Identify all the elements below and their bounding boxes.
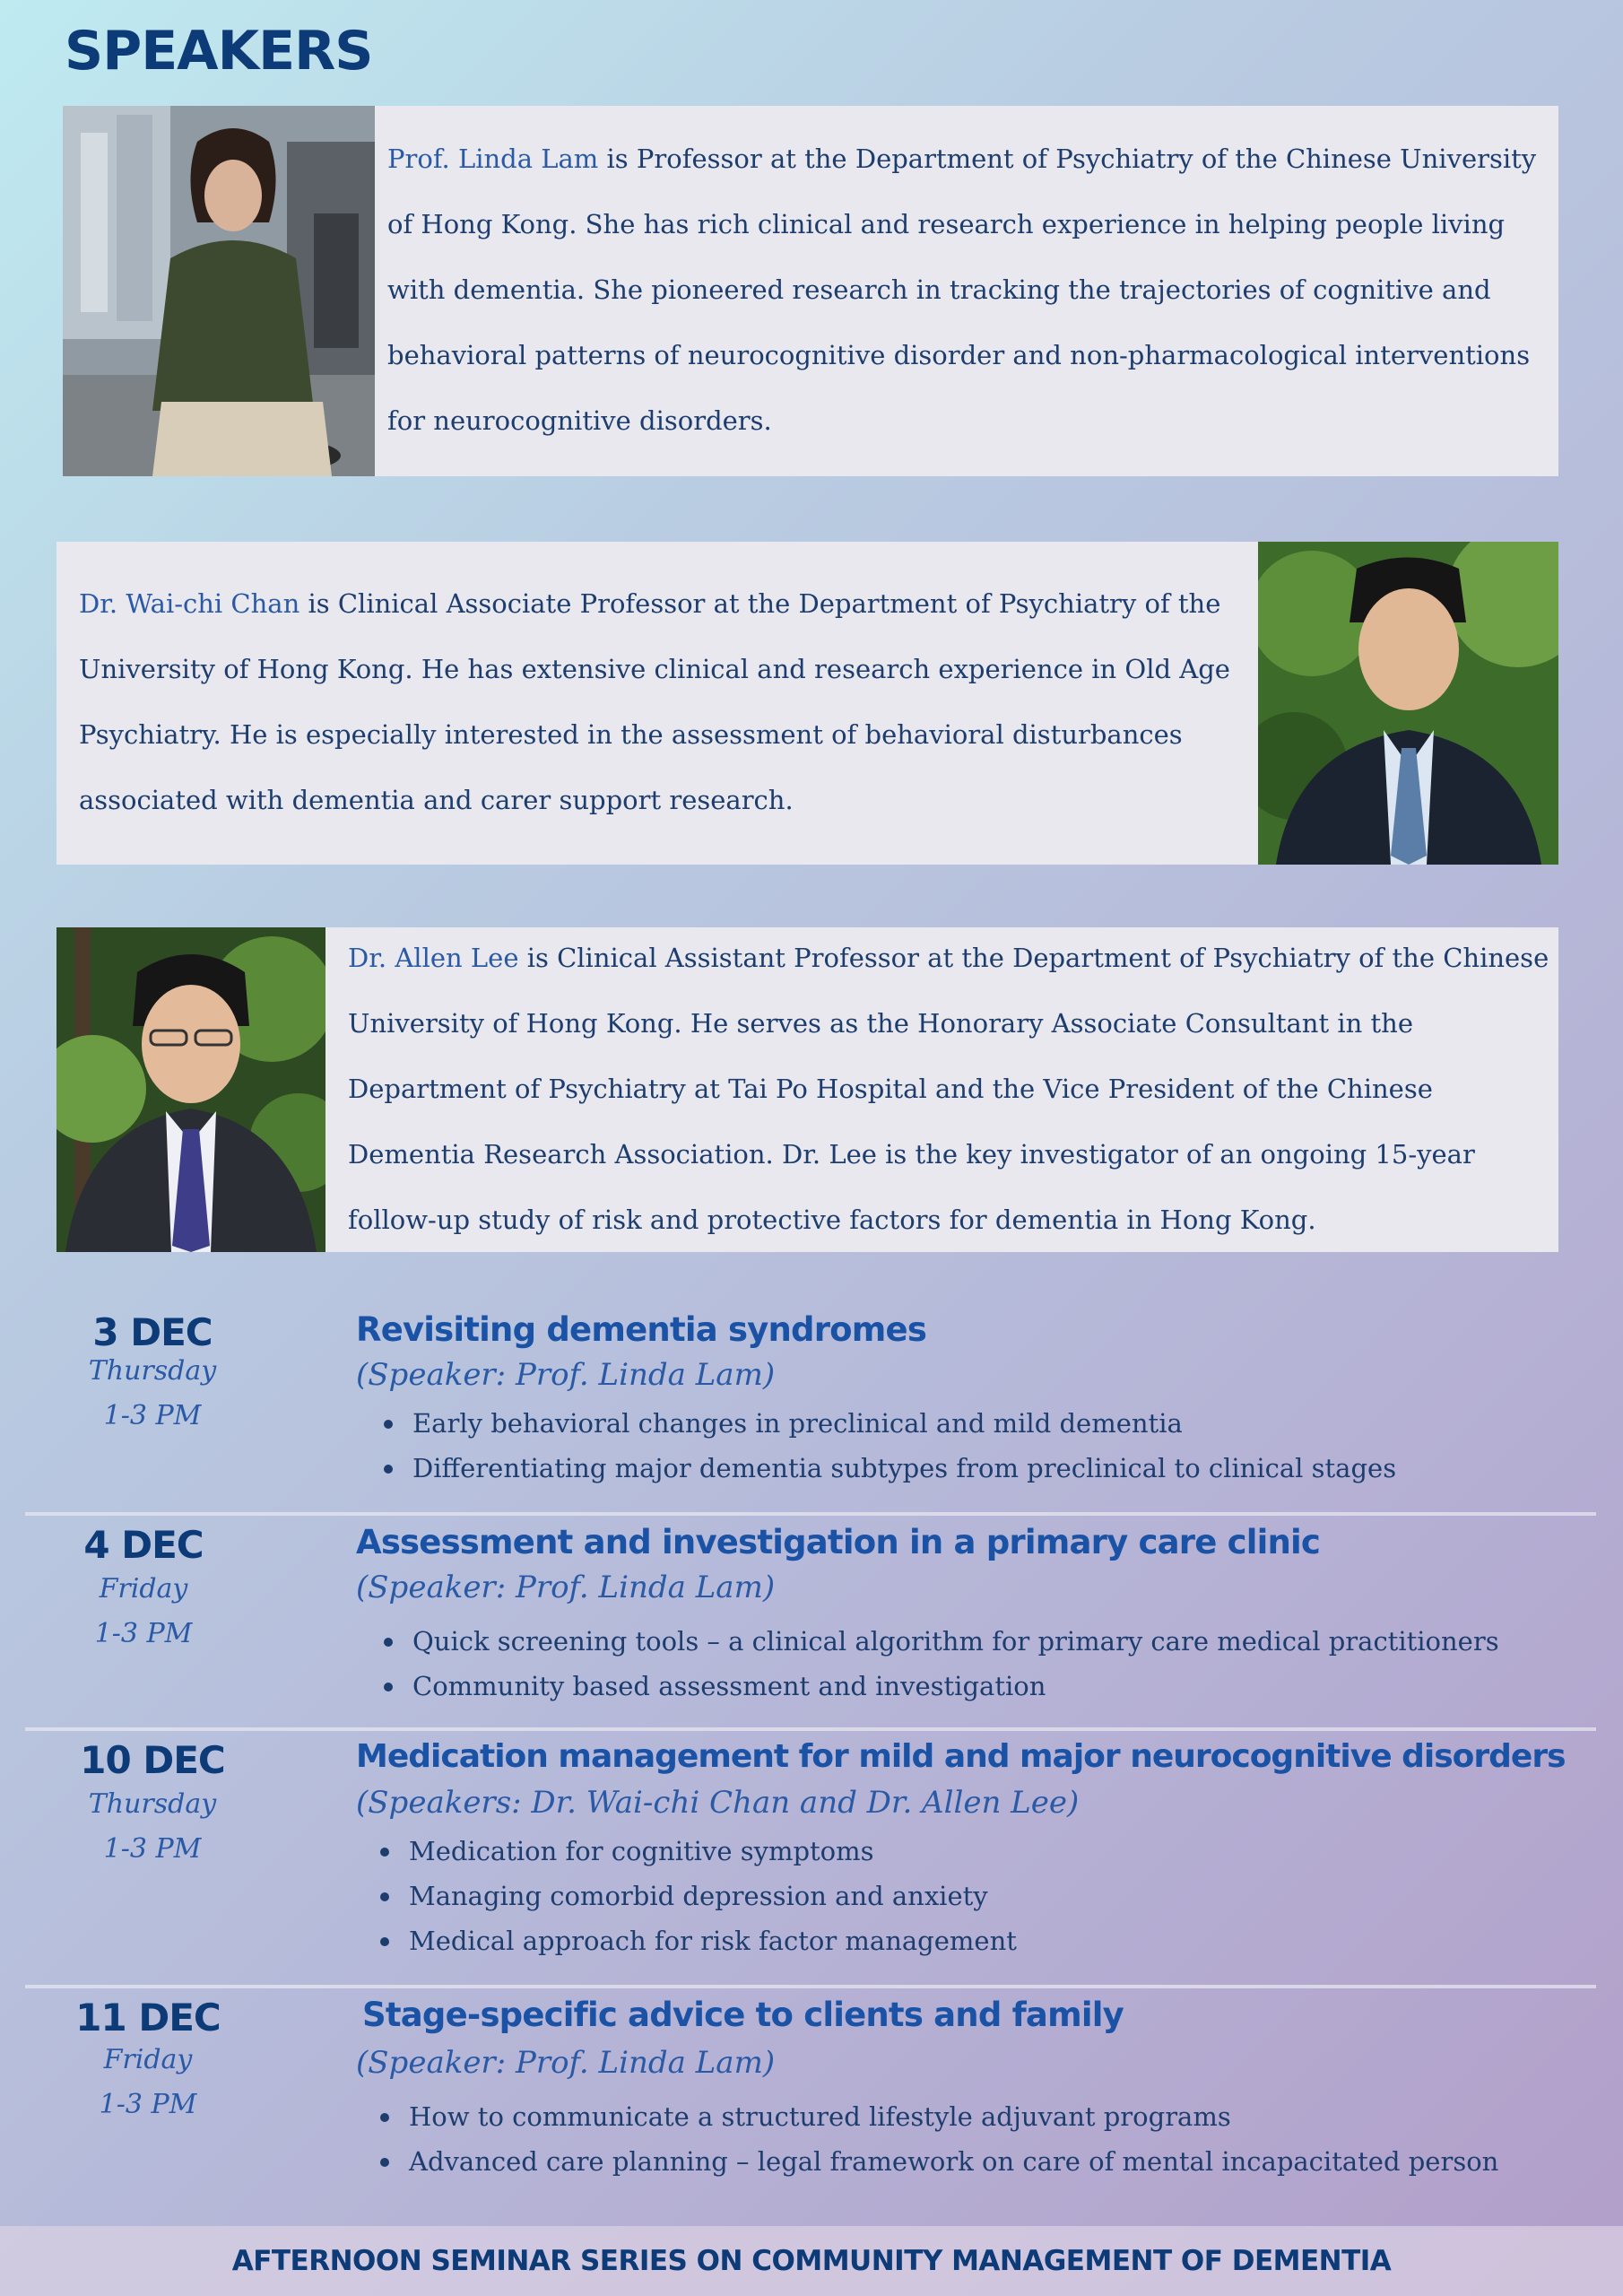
topic-item: Managing comorbid depression and anxiety (377, 1874, 1017, 1918)
session-title: Medication management for mild and major neurocognitive disorders (356, 1738, 1566, 1775)
session-date: 4 DEC (83, 1523, 204, 1567)
session-day: Friday (103, 2044, 193, 2075)
speaker-photo-wai-chi-chan (1258, 542, 1558, 865)
topic-item: Medication for cognitive symptoms (377, 1829, 1017, 1874)
page-title: SPEAKERS (65, 20, 373, 83)
session-time: 1-3 PM (103, 1400, 202, 1431)
speaker-name: Prof. Linda Lam (387, 144, 599, 174)
topic-item: Medical approach for risk factor management (377, 1918, 1017, 1963)
speaker-bio-linda-lam: Prof. Linda Lam is Professor at the Department of Psychiatry of the Chinese University of Hong Kong. She has rich clinical and research experience in helping people living with dementia. She pioneered research in tracking the trajectories of cognitive and behavioral patterns of neurocognitive disorder and non-pharmacological interventions for neurocognitive disorders. (387, 144, 1537, 436)
topic-item: How to communicate a structured lifestyle adjuvant programs (377, 2094, 1498, 2139)
session-date-block (49, 1309, 256, 1439)
section-divider (25, 1512, 1596, 1516)
session-speaker: (Speaker: Prof. Linda Lam) (356, 2045, 776, 2081)
session-topics (380, 1619, 1499, 1709)
session-speaker: (Speaker: Prof. Linda Lam) (356, 1570, 776, 1605)
topic-item: Differentiating major dementia subtypes from preclinical to clinical stages (380, 1446, 1396, 1491)
speaker-name: Dr. Wai-chi Chan (79, 588, 300, 619)
session-date: 3 DEC (92, 1310, 213, 1354)
session-date: 11 DEC (75, 1996, 221, 2039)
session-time: 1-3 PM (103, 1833, 202, 1865)
session-title: Revisiting dementia syndromes (356, 1310, 927, 1349)
session-speaker: (Speakers: Dr. Wai-chi Chan and Dr. Allen Lee) (356, 1785, 1080, 1821)
session-time: 1-3 PM (99, 2089, 197, 2120)
session-date-block (45, 1995, 251, 2127)
session-title: Assessment and investigation in a primary care clinic (356, 1523, 1321, 1561)
topic-item: Early behavioral changes in preclinical and mild dementia (380, 1401, 1396, 1446)
session-title: Stage-specific advice to clients and family (362, 1996, 1124, 2034)
session-speaker: (Speaker: Prof. Linda Lam) (356, 1357, 776, 1393)
topic-item: Community based assessment and investigation (380, 1664, 1499, 1709)
speaker-photo-linda-lam (63, 106, 375, 476)
footer-banner: AFTERNOON SEMINAR SERIES ON COMMUNITY MANAGEMENT OF DEMENTIA (0, 2226, 1623, 2296)
session-topics (377, 2094, 1498, 2184)
speaker-bio-wai-chi-chan: Dr. Wai-chi Chan is Clinical Associate Professor at the Department of Psychiatry of the University of Hong Kong. He has extensive clinical and research experience in Old Age Psychiatry. He is especially interested in the assessment of behavioral disturbances associated with dementia and carer support research. (79, 588, 1230, 815)
speaker-name: Dr. Allen Lee (348, 943, 519, 973)
session-topics (377, 1829, 1017, 1963)
session-day: Thursday (88, 1355, 217, 1387)
session-day: Thursday (88, 1788, 217, 1820)
topic-item: Advanced care planning – legal framework on care of mental incapacitated person (377, 2139, 1498, 2184)
speaker-bio-allen-lee: Dr. Allen Lee is Clinical Assistant Professor at the Department of Psychiatry of the Chinese University of Hong Kong. He serves as the Honorary Associate Consultant in the Department of Psychiatry at Tai Po Hospital and the Vice President of the Chinese Dementia Research Association. Dr. Lee is the key investigator of an ongoing 15-year follow-up study of risk and protective factors for dementia in Hong Kong. (348, 943, 1549, 1235)
session-day: Friday (99, 1573, 188, 1605)
session-time: 1-3 PM (94, 1618, 193, 1649)
session-date: 10 DEC (80, 1738, 225, 1782)
section-divider (25, 1985, 1596, 1988)
section-divider (25, 1727, 1596, 1731)
topic-item: Quick screening tools – a clinical algorithm for primary care medical practitioners (380, 1619, 1499, 1664)
session-date-block (49, 1737, 256, 1872)
session-date-block (40, 1522, 247, 1657)
speaker-photo-allen-lee (56, 927, 325, 1252)
session-topics (380, 1401, 1396, 1491)
